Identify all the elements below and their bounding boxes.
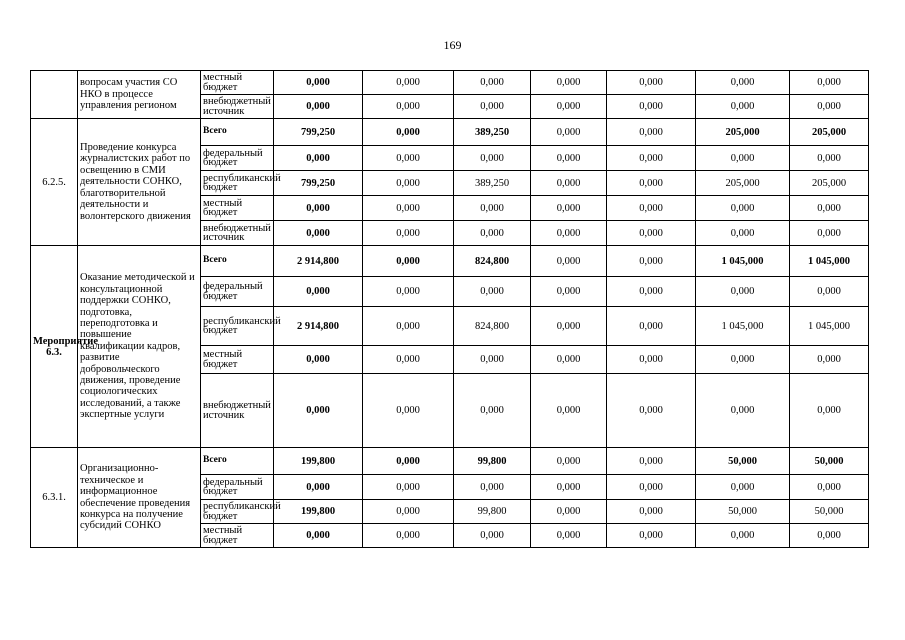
amount-cell: 1 045,000 — [790, 246, 869, 277]
amount-cell: 0,000 — [790, 374, 869, 448]
amount-cell: 0,000 — [363, 221, 454, 246]
amount-cell: 1 045,000 — [696, 307, 790, 346]
amount-cell: 0,000 — [531, 307, 607, 346]
amount-cell: 50,000 — [696, 500, 790, 524]
funding-source: Всего — [201, 448, 274, 475]
amount-cell: 799,250 — [274, 171, 363, 196]
amount-cell: 0,000 — [531, 374, 607, 448]
amount-cell: 0,000 — [696, 71, 790, 95]
amount-cell: 0,000 — [790, 524, 869, 548]
amount-cell: 50,000 — [790, 500, 869, 524]
amount-cell: 199,800 — [274, 448, 363, 475]
amount-cell: 0,000 — [454, 196, 531, 221]
amount-cell: 0,000 — [274, 277, 363, 307]
amount-cell: 799,250 — [274, 119, 363, 146]
amount-cell: 0,000 — [531, 277, 607, 307]
amount-cell: 0,000 — [607, 171, 696, 196]
table-row — [31, 119, 869, 146]
funding-source: республиканский бюджет — [201, 500, 274, 524]
funding-source: внебюджетный источник — [201, 221, 274, 246]
amount-cell: 0,000 — [696, 95, 790, 119]
amount-cell: 0,000 — [363, 524, 454, 548]
amount-cell: 0,000 — [531, 95, 607, 119]
amount-cell: 0,000 — [607, 277, 696, 307]
amount-cell: 0,000 — [531, 196, 607, 221]
amount-cell: 0,000 — [454, 524, 531, 548]
amount-cell: 0,000 — [274, 146, 363, 171]
amount-cell: 0,000 — [607, 196, 696, 221]
amount-cell: 0,000 — [363, 95, 454, 119]
amount-cell: 0,000 — [363, 171, 454, 196]
amount-cell: 0,000 — [454, 475, 531, 500]
page-number: 169 — [443, 38, 462, 52]
budget-table — [30, 70, 869, 548]
amount-cell: 0,000 — [790, 221, 869, 246]
amount-cell: 0,000 — [274, 346, 363, 374]
amount-cell: 1 045,000 — [696, 246, 790, 277]
funding-source: местный бюджет — [201, 196, 274, 221]
amount-cell: 0,000 — [696, 346, 790, 374]
amount-cell: 0,000 — [363, 448, 454, 475]
amount-cell: 0,000 — [607, 146, 696, 171]
amount-cell: 1 045,000 — [790, 307, 869, 346]
amount-cell: 0,000 — [531, 524, 607, 548]
funding-source: местный бюджет — [201, 524, 274, 548]
amount-cell: 0,000 — [607, 500, 696, 524]
amount-cell: 0,000 — [363, 71, 454, 95]
amount-cell: 0,000 — [454, 221, 531, 246]
amount-cell: 0,000 — [607, 246, 696, 277]
amount-cell: 50,000 — [790, 448, 869, 475]
amount-cell: 0,000 — [696, 277, 790, 307]
item-code: 6.3.1. — [31, 448, 78, 548]
amount-cell: 824,800 — [454, 246, 531, 277]
item-name: Проведение конкурса журналистских работ по освещению в СМИ деятельности СОНКО, благотворительной деятельности и волонтерского движения — [78, 119, 201, 246]
amount-cell: 824,800 — [454, 307, 531, 346]
funding-source: местный бюджет — [201, 346, 274, 374]
funding-source: республиканский бюджет — [201, 307, 274, 346]
amount-cell: 0,000 — [607, 346, 696, 374]
amount-cell: 0,000 — [454, 374, 531, 448]
amount-cell: 0,000 — [790, 277, 869, 307]
amount-cell: 0,000 — [363, 475, 454, 500]
funding-source: Всего — [201, 246, 274, 277]
amount-cell: 0,000 — [607, 524, 696, 548]
amount-cell: 0,000 — [454, 346, 531, 374]
amount-cell: 0,000 — [607, 119, 696, 146]
amount-cell: 0,000 — [790, 346, 869, 374]
amount-cell: 0,000 — [531, 221, 607, 246]
amount-cell: 0,000 — [531, 475, 607, 500]
funding-source: федеральный бюджет — [201, 277, 274, 307]
amount-cell: 0,000 — [363, 346, 454, 374]
amount-cell: 205,000 — [696, 171, 790, 196]
amount-cell: 0,000 — [607, 221, 696, 246]
item-name: Оказание методической и консультационной поддержки СОНКО, подготовка, переподготовка и повышение квалификации кадров, развитие добровольческого движения, проведение социологических исследований, а также экспертные услуги — [78, 246, 201, 448]
amount-cell: 0,000 — [607, 475, 696, 500]
funding-source: федеральный бюджет — [201, 475, 274, 500]
table-row — [31, 448, 869, 475]
amount-cell: 389,250 — [454, 119, 531, 146]
amount-cell: 205,000 — [696, 119, 790, 146]
amount-cell: 0,000 — [531, 448, 607, 475]
amount-cell: 0,000 — [363, 374, 454, 448]
amount-cell: 0,000 — [363, 196, 454, 221]
amount-cell: 0,000 — [696, 221, 790, 246]
item-name: вопросам участия СО НКО в процессе управления регионом — [78, 71, 201, 119]
amount-cell: 2 914,800 — [274, 307, 363, 346]
item-name: Организационно-техническое и информационное обеспечение проведения конкурса на получение субсидий СОНКО — [78, 448, 201, 548]
amount-cell: 0,000 — [363, 146, 454, 171]
amount-cell: 99,800 — [454, 500, 531, 524]
amount-cell: 0,000 — [696, 374, 790, 448]
amount-cell: 0,000 — [531, 500, 607, 524]
funding-source: местный бюджет — [201, 71, 274, 95]
amount-cell: 0,000 — [454, 71, 531, 95]
amount-cell: 0,000 — [531, 71, 607, 95]
funding-source: федеральный бюджет — [201, 146, 274, 171]
amount-cell: 0,000 — [454, 146, 531, 171]
amount-cell: 0,000 — [696, 146, 790, 171]
amount-cell: 0,000 — [274, 71, 363, 95]
amount-cell: 0,000 — [363, 500, 454, 524]
amount-cell: 0,000 — [531, 346, 607, 374]
funding-source: Всего — [201, 119, 274, 146]
table-row — [31, 71, 869, 95]
amount-cell: 0,000 — [363, 246, 454, 277]
amount-cell: 0,000 — [790, 196, 869, 221]
amount-cell: 0,000 — [363, 277, 454, 307]
table-row — [31, 246, 869, 277]
amount-cell: 0,000 — [531, 146, 607, 171]
amount-cell: 0,000 — [790, 475, 869, 500]
amount-cell: 0,000 — [363, 307, 454, 346]
amount-cell: 0,000 — [607, 95, 696, 119]
amount-cell: 0,000 — [696, 196, 790, 221]
amount-cell: 0,000 — [607, 448, 696, 475]
item-code — [31, 71, 78, 119]
funding-source: республиканский бюджет — [201, 171, 274, 196]
amount-cell: 50,000 — [696, 448, 790, 475]
amount-cell: 0,000 — [607, 71, 696, 95]
amount-cell: 0,000 — [531, 119, 607, 146]
amount-cell: 0,000 — [454, 95, 531, 119]
amount-cell: 0,000 — [607, 307, 696, 346]
amount-cell: 0,000 — [274, 374, 363, 448]
amount-cell: 0,000 — [363, 119, 454, 146]
amount-cell: 389,250 — [454, 171, 531, 196]
amount-cell: 205,000 — [790, 171, 869, 196]
amount-cell: 199,800 — [274, 500, 363, 524]
amount-cell: 0,000 — [790, 146, 869, 171]
item-code: 6.2.5. — [31, 119, 78, 246]
amount-cell: 0,000 — [696, 524, 790, 548]
amount-cell: 0,000 — [531, 171, 607, 196]
amount-cell: 0,000 — [531, 246, 607, 277]
funding-source: внебюджетный источник — [201, 374, 274, 448]
amount-cell: 2 914,800 — [274, 246, 363, 277]
amount-cell: 0,000 — [274, 95, 363, 119]
amount-cell: 0,000 — [274, 475, 363, 500]
amount-cell: 0,000 — [790, 71, 869, 95]
amount-cell: 0,000 — [607, 374, 696, 448]
amount-cell: 0,000 — [454, 277, 531, 307]
amount-cell: 0,000 — [790, 95, 869, 119]
amount-cell: 0,000 — [274, 524, 363, 548]
item-code: Мероприятие 6.3. — [31, 246, 78, 448]
amount-cell: 0,000 — [274, 196, 363, 221]
amount-cell: 205,000 — [790, 119, 869, 146]
amount-cell: 0,000 — [274, 221, 363, 246]
amount-cell: 0,000 — [696, 475, 790, 500]
funding-source: внебюджетный источник — [201, 95, 274, 119]
amount-cell: 99,800 — [454, 448, 531, 475]
